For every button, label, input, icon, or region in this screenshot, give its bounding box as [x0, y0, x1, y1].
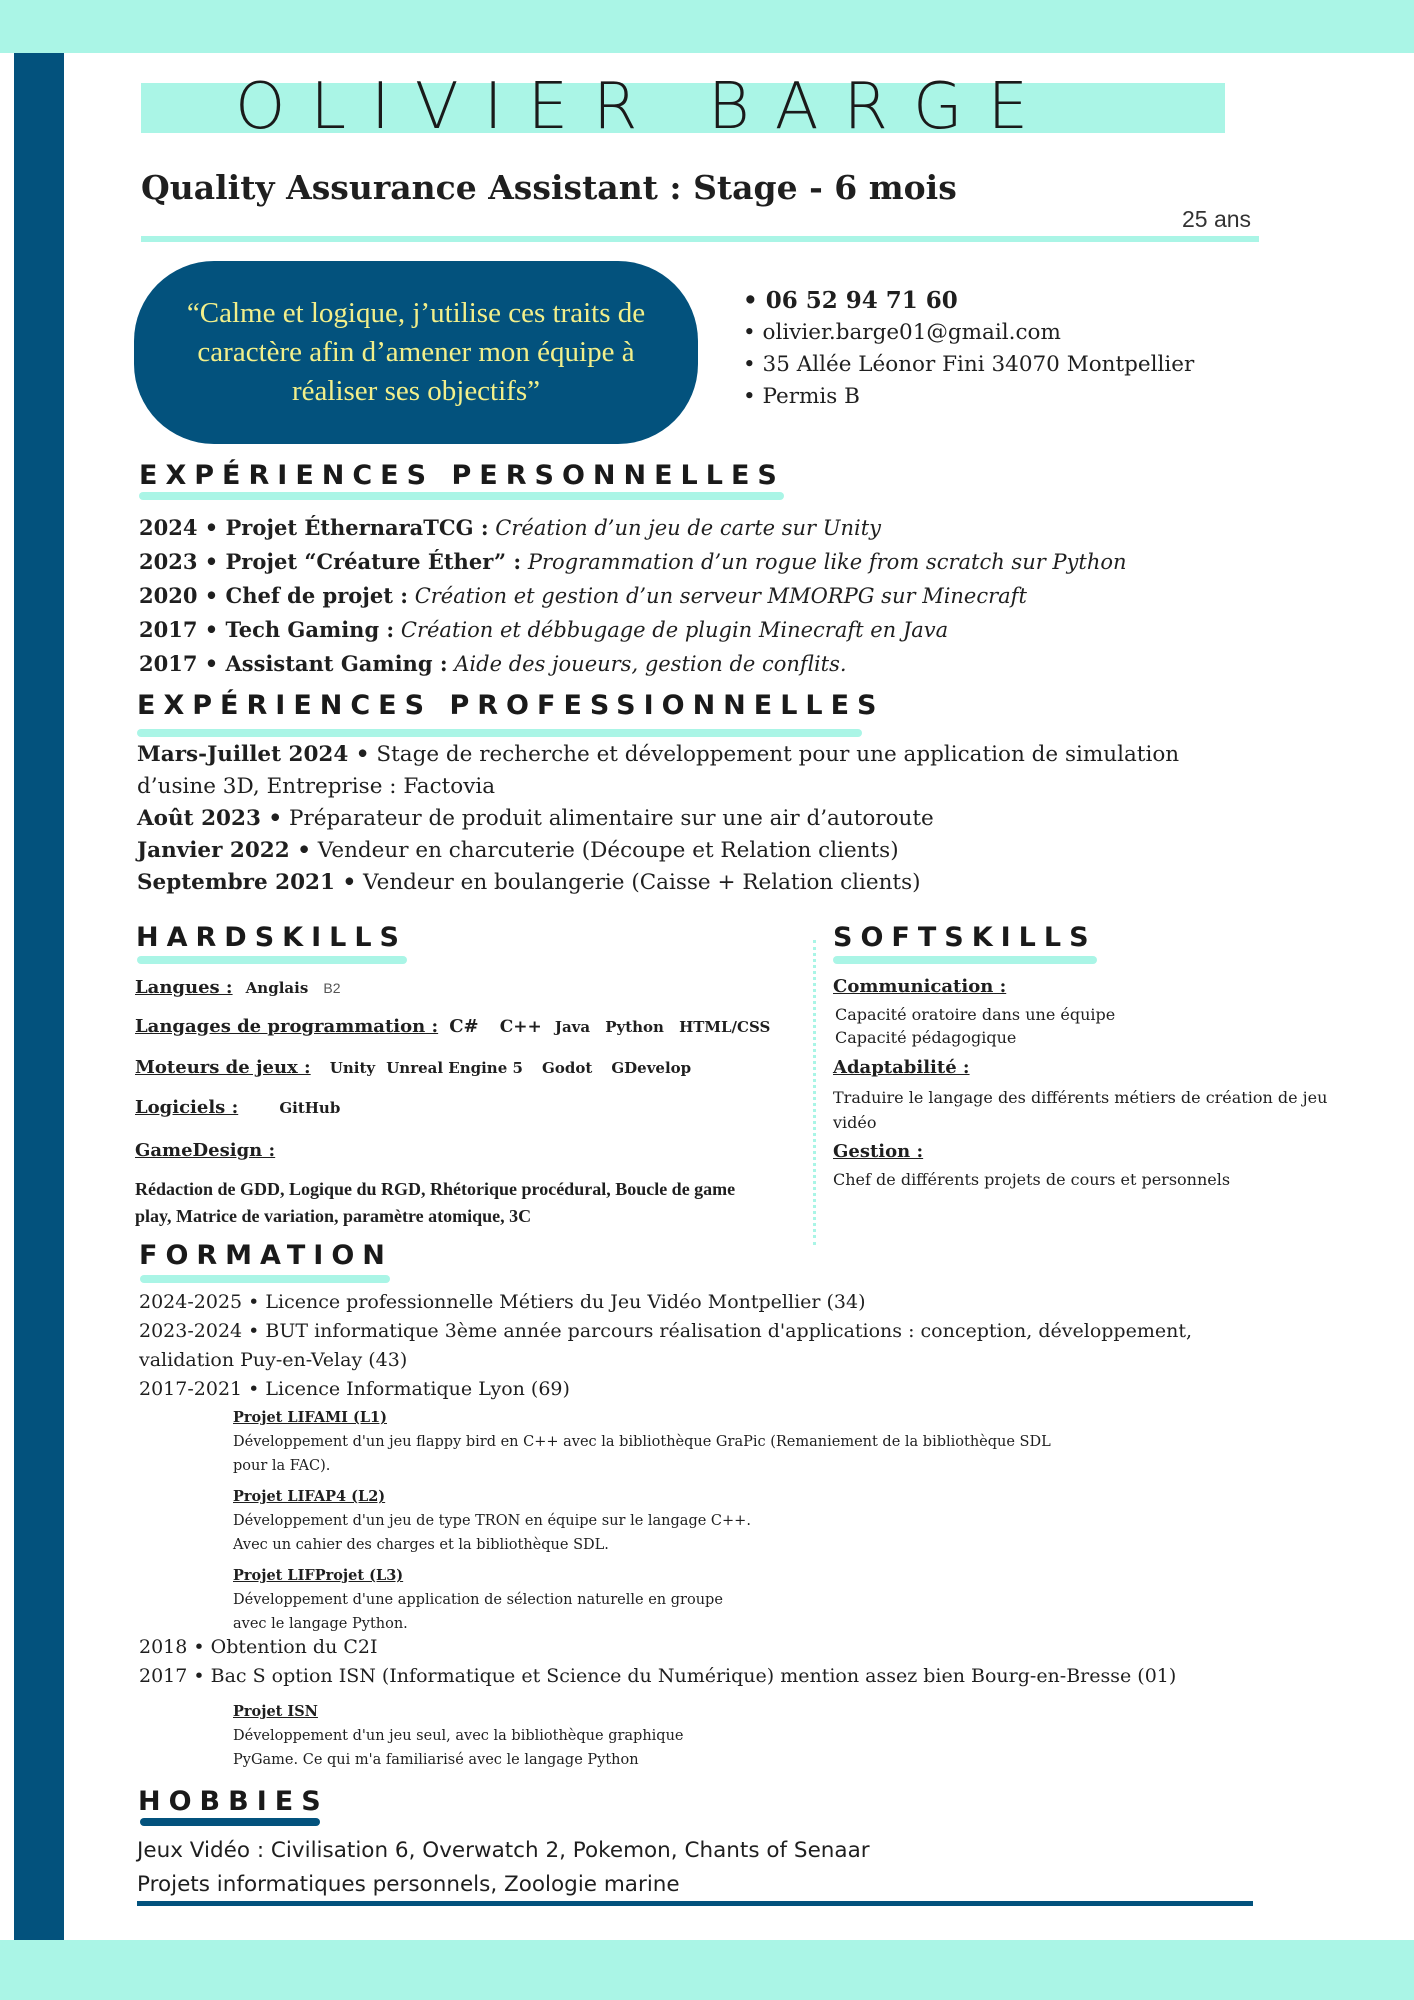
softskill-communication-2: Capacité pédagogique	[835, 1028, 1017, 1047]
section-underline	[139, 492, 784, 500]
gamedesign-skills: Rédaction de GDD, Logique du RGD, Rhétorique procédural, Boucle de game play, Matrice de variation, paramètre atomique, 3C	[135, 1179, 736, 1226]
formation-item: 2017 • Bac S option ISN (Informatique et Science du Numérique) mention assez bien Bourg-en-Bresse (01)	[139, 1665, 1177, 1687]
age: 25 ans	[1182, 206, 1252, 232]
project-isn: Projet ISN Développement d'un jeu seul, avec la bibliothèque graphique PyGame. Ce qui m'a familiarisé avec le langage Python	[233, 1703, 684, 1768]
driving-license: • Permis B	[743, 384, 860, 409]
list-item: Septembre 2021 • Vendeur en boulangerie (Caisse + Relation clients)	[137, 870, 921, 895]
candidate-name: OLIVIER BARGE	[235, 70, 1053, 144]
section-title-hobbies: HOBBIES	[138, 1786, 329, 1817]
formation-item: 2017-2021 • Licence Informatique Lyon (69)	[139, 1378, 570, 1400]
experiences-perso-list	[139, 511, 1127, 681]
section-underline	[833, 956, 1097, 964]
hardskill-langues: Langues : Anglais B2	[135, 977, 341, 998]
contact-info	[743, 285, 1194, 413]
section-title-experiences-perso: EXPÉRIENCES PERSONNELLES	[139, 460, 785, 491]
formation-item: 2018 • Obtention du C2I	[139, 1636, 378, 1658]
quote-text: “Calme et logique, j’utilise ces traits de caractère afin d’amener mon équipe à réaliser ses objectifs”	[186, 297, 646, 407]
hobbies-list	[137, 1834, 870, 1902]
job-title: Quality Assurance Assistant : Stage - 6 mois	[141, 168, 957, 207]
section-underline	[137, 729, 862, 737]
section-title-hardskills: HARDSKILLS	[136, 922, 407, 953]
formation-item: 2024-2025 • Licence professionnelle Métiers du Jeu Vidéo Montpellier (34)	[139, 1291, 866, 1313]
formation-block-2	[139, 1633, 1176, 1691]
hardskill-logiciels: Logiciels : GitHub	[135, 1097, 341, 1118]
hardskill-moteurs: Moteurs de jeux : Unity Unreal Engine 5 Godot GDevelop	[135, 1057, 692, 1078]
list-item: Août 2023 • Préparateur de produit alimentaire sur une air d’autoroute	[137, 806, 934, 831]
list-item: 2020 • Chef de projet : Création et gestion d’un serveur MMORPG sur Minecraft	[139, 583, 1027, 608]
top-band	[0, 0, 1414, 53]
project-lifami: Projet LIFAMI (L1) Développement d'un jeu flappy bird en C++ avec la bibliothèque GraPic (Remaniement de la bibliothèque SDL pour la FAC).	[233, 1409, 1051, 1474]
section-title-softskills: SOFTSKILLS	[833, 922, 1097, 953]
section-title-experiences-pro: EXPÉRIENCES PROFESSIONNELLES	[137, 690, 885, 721]
column-divider	[813, 940, 816, 1245]
left-accent-bar	[14, 53, 64, 1940]
formation-block-1	[139, 1288, 1192, 1404]
project-lifprojet: Projet LIFProjet (L3) Développement d'une application de sélection naturelle en groupe avec le langage Python.	[233, 1567, 723, 1632]
footer-divider	[137, 1901, 1253, 1906]
softskill-adaptabilite-label: Adaptabilité :	[833, 1057, 970, 1078]
experiences-pro-list	[137, 739, 1179, 899]
list-item: Mars-Juillet 2024 • Stage de recherche et développement pour une application de simulation	[137, 742, 1180, 767]
list-item: 2017 • Tech Gaming : Création et débbugage de plugin Minecraft en Java	[139, 617, 949, 642]
hobby-item: Projets informatiques personnels, Zoologie marine	[137, 1872, 680, 1897]
quote-pill	[134, 261, 698, 444]
hardskill-gamedesign: GameDesign :	[135, 1140, 276, 1161]
section-underline	[140, 1275, 390, 1283]
list-item: Janvier 2022 • Vendeur en charcuterie (Découpe et Relation clients)	[137, 838, 899, 863]
section-underline	[140, 1818, 320, 1826]
hobby-item: Jeux Vidéo : Civilisation 6, Overwatch 2, Pokemon, Chants of Senaar	[137, 1838, 870, 1863]
email: • olivier.barge01@gmail.com	[743, 320, 1061, 345]
softskill-adaptabilite-text: Traduire le langage des différents métiers de création de jeu vidéo	[833, 1088, 1328, 1132]
project-lifap4: Projet LIFAP4 (L2) Développement d'un jeu de type TRON en équipe sur le langage C++. Avec un cahier des charges et la bibliothèque SDL.	[233, 1488, 751, 1553]
section-title-formation: FORMATION	[139, 1240, 393, 1271]
list-item-continuation: d’usine 3D, Entreprise : Factovia	[137, 774, 496, 799]
hardskill-programmation: Langages de programmation : C# C++ Java Python HTML/CSS	[135, 1016, 771, 1037]
softskill-gestion-text: Chef de différents projets de cours et personnels	[833, 1170, 1231, 1189]
softskill-gestion-label: Gestion :	[833, 1141, 924, 1162]
formation-item-continuation: validation Puy-en-Velay (43)	[139, 1349, 408, 1371]
list-item: 2024 • Projet ÉthernaraTCG : Création d’un jeu de carte sur Unity	[139, 515, 881, 540]
formation-item: 2023-2024 • BUT informatique 3ème année parcours réalisation d'applications : conception, développement,	[139, 1320, 1192, 1342]
section-underline	[137, 956, 407, 964]
list-item: 2017 • Assistant Gaming : Aide des joueurs, gestion de conflits.	[139, 651, 847, 676]
address: • 35 Allée Léonor Fini 34070 Montpellier	[743, 352, 1195, 377]
bottom-band	[0, 1940, 1414, 2000]
softskill-communication-1: Capacité oratoire dans une équipe	[835, 1005, 1116, 1024]
phone: • 06 52 94 71 60	[743, 287, 958, 314]
softskill-communication-label: Communication :	[833, 976, 1007, 997]
header-divider	[141, 236, 1259, 242]
list-item: 2023 • Projet “Créature Éther” : Programmation d’un rogue like from scratch sur Python	[139, 549, 1127, 574]
